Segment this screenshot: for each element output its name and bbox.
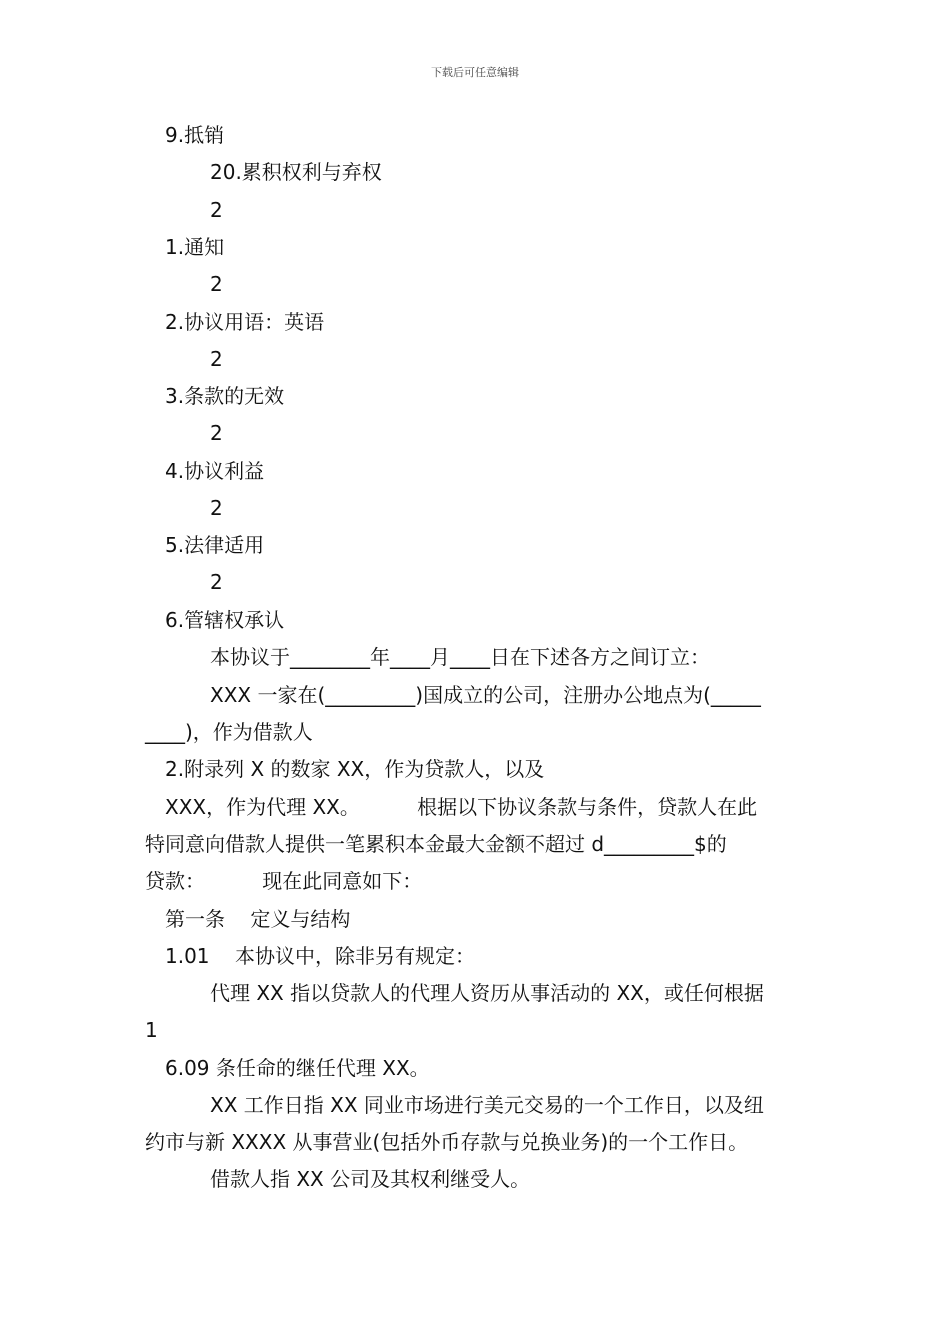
toc-item-notices: 1.通知	[165, 235, 225, 259]
toc-page-number: 2	[210, 496, 223, 520]
toc-item-language: 2.协议用语：英语	[165, 310, 325, 334]
page-header: 下载后可任意编辑	[431, 66, 519, 79]
definition-business-day-cont: 约市与新 XXXX 从事营业(包括外币存款与兑换业务)的一个工作日。	[145, 1130, 749, 1154]
loan-amount-line: 特同意向借款人提供一笔累积本金最大金额不超过 d_________$的	[145, 832, 727, 856]
toc-page-number: 2	[210, 570, 223, 594]
toc-item-set-off: 9.抵销	[165, 123, 225, 147]
toc-item-cumulative-rights: 20.累积权利与弃权	[210, 160, 382, 184]
agent-recital-line: XXX，作为代理 XX。 根据以下协议条款与条件，贷款人在此	[165, 795, 758, 819]
agreement-line: 贷款： 现在此同意如下：	[145, 869, 423, 893]
borrower-line: XXX 一家在(_________)国成立的公司，注册办公地点为(_____	[210, 683, 761, 707]
toc-page-number: 2	[210, 198, 223, 222]
definition-agent-cont2: 6.09 条任命的继任代理 XX。	[165, 1056, 430, 1080]
lenders-line: 2.附录列 X 的数家 XX，作为贷款人，以及	[165, 757, 545, 781]
toc-item-governing-law: 5.法律适用	[165, 533, 265, 557]
toc-item-benefit: 4.协议利益	[165, 459, 265, 483]
definition-agent: 代理 XX 指以贷款人的代理人资历从事活动的 XX，或任何根据	[210, 981, 764, 1005]
section-1-01: 1.01 本协议中，除非另有规定：	[165, 944, 475, 968]
agreement-date-line: 本协议于________年____月____日在下述各方之间订立：	[210, 645, 710, 669]
toc-page-number: 2	[210, 421, 223, 445]
borrower-line-cont: ____)，作为借款人	[145, 720, 313, 744]
toc-page-number: 2	[210, 272, 223, 296]
toc-item-jurisdiction: 6.管辖权承认	[165, 608, 285, 632]
definition-agent-cont: 1	[145, 1018, 158, 1042]
definition-business-day: XX 工作日指 XX 同业市场进行美元交易的一个工作日，以及纽	[210, 1093, 764, 1117]
toc-item-invalidity: 3.条款的无效	[165, 384, 285, 408]
definition-borrower: 借款人指 XX 公司及其权利继受人。	[210, 1167, 531, 1191]
toc-page-number: 2	[210, 347, 223, 371]
article-heading: 第一条 定义与结构	[165, 907, 351, 931]
